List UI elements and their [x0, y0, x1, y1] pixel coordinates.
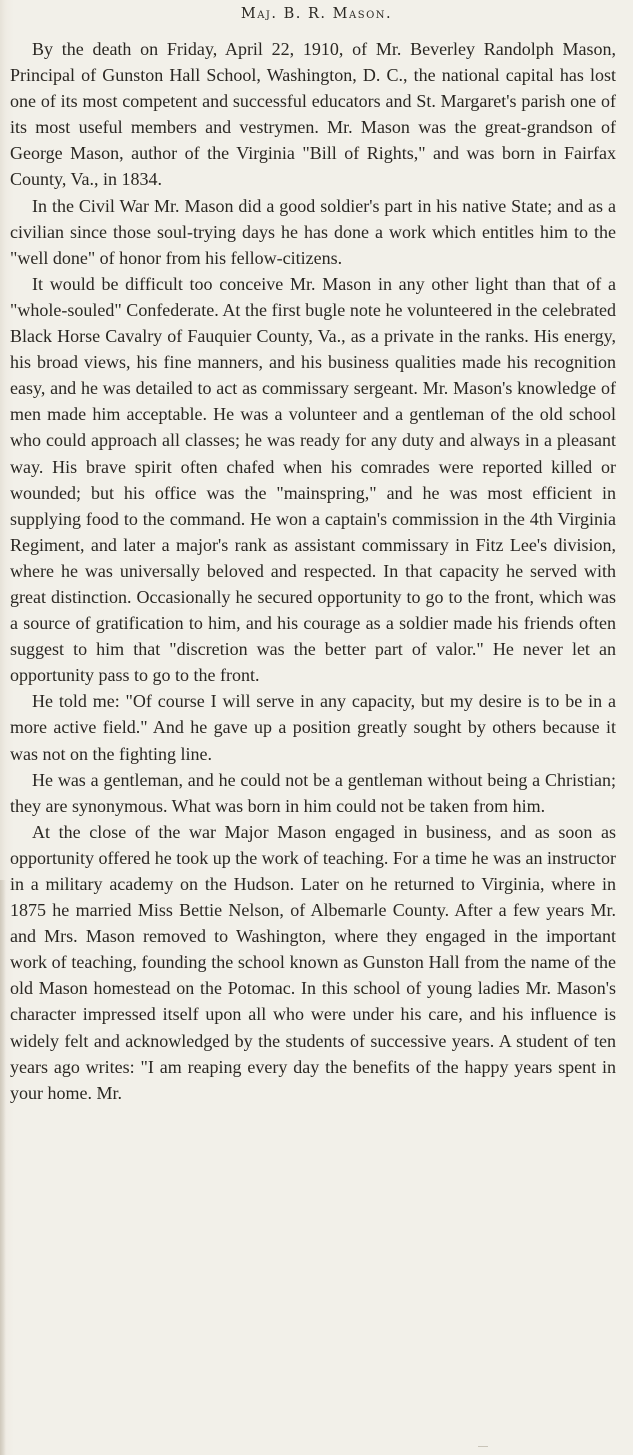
- article-heading: Maj. B. R. Mason.: [240, 6, 393, 22]
- paragraph-quote-active-field: He told me: "Of course I will serve in any capacity, but my desire is to be in a more active field." And he gave up a position greatly sought by others because it was not on the fighting line.: [10, 691, 616, 764]
- paragraph-confederate-career: It would be difficult too conceive Mr. Mason in any other light than that of a "whole-souled" Confederate. At the first bugle note he volunteered in the celebrated Black Horse Cavalry of Fauquier County, Va., as a private in the ranks. His energy, his broad views, his fine manners, and his business qualities made his recognition easy, and he was detailed to act as commissary sergeant. Mr. Mason's knowledge of men made him acceptable. He was a volunteer and a gentleman of the old school who could approach all classes; he was ready for any duty and always in a pleasant way. His brave spirit often chafed when his comrades were reported killed or wounded; but his office was the "mainspring," and he was most efficient in supplying food to the command. He won a captain's commission in the 4th Virginia Regiment, and later a major's rank as assistant commissary in Fitz Lee's division, where he was universally beloved and respected. In that capacity he served with great distinction. Occasionally he secured opportunity to go to the front, which was a source of gratification to him, and his courage as a soldier made his friends often suggest to him that "discretion was the better part of valor." He never let an opportunity pass to go to the front.: [10, 273, 616, 686]
- paragraph-teaching-career: At the close of the war Major Mason engaged in business, and as soon as opportunity offered he took up the work of teaching. For a time he was an instructor in a military academy on the Hudson. Later on he returned to Virginia, where in 1875 he married Miss Bettie Nelson, of Albemarle County. After a few years Mr. and Mrs. Mason removed to Washington, where they engaged in the important work of teaching, founding the school known as Gunston Hall from the name of the old Mason homestead on the Potomac. In this school of young ladies Mr. Mason's character impressed itself upon all who were under his care, and his influence is widely felt and acknowledged by the students of successive years. A student of ten years ago writes: "I am reaping every day the benefits of the happy years spent in your home. Mr.: [10, 821, 616, 1103]
- paragraph-civil-war-service: In the Civil War Mr. Mason did a good soldier's part in his native State; and as a civilian since those soul-trying days he has done a work which entitles him to the "well done" of honor from his fellow-citizens.: [10, 195, 616, 268]
- paragraph-death-announcement: By the death on Friday, April 22, 1910, of Mr. Beverley Randolph Mason, Principal of Gunston Hall School, Washington, D. C., the national capital has lost one of its most competent and successful educators and St. Margaret's parish one of its most useful members and vestrymen. Mr. Mason was the great-grandson of George Mason, author of the Virginia "Bill of Rights," and was born in Fairfax County, Va., in 1834.: [10, 39, 616, 190]
- page-binding-shadow: [0, 880, 6, 1455]
- paragraph-gentleman-christian: He was a gentleman, and he could not be a gentleman without being a Christian; they are synonymous. What was born in him could not be taken from him.: [10, 769, 616, 816]
- print-mark: [478, 1446, 488, 1447]
- article-body: [10, 36, 616, 1106]
